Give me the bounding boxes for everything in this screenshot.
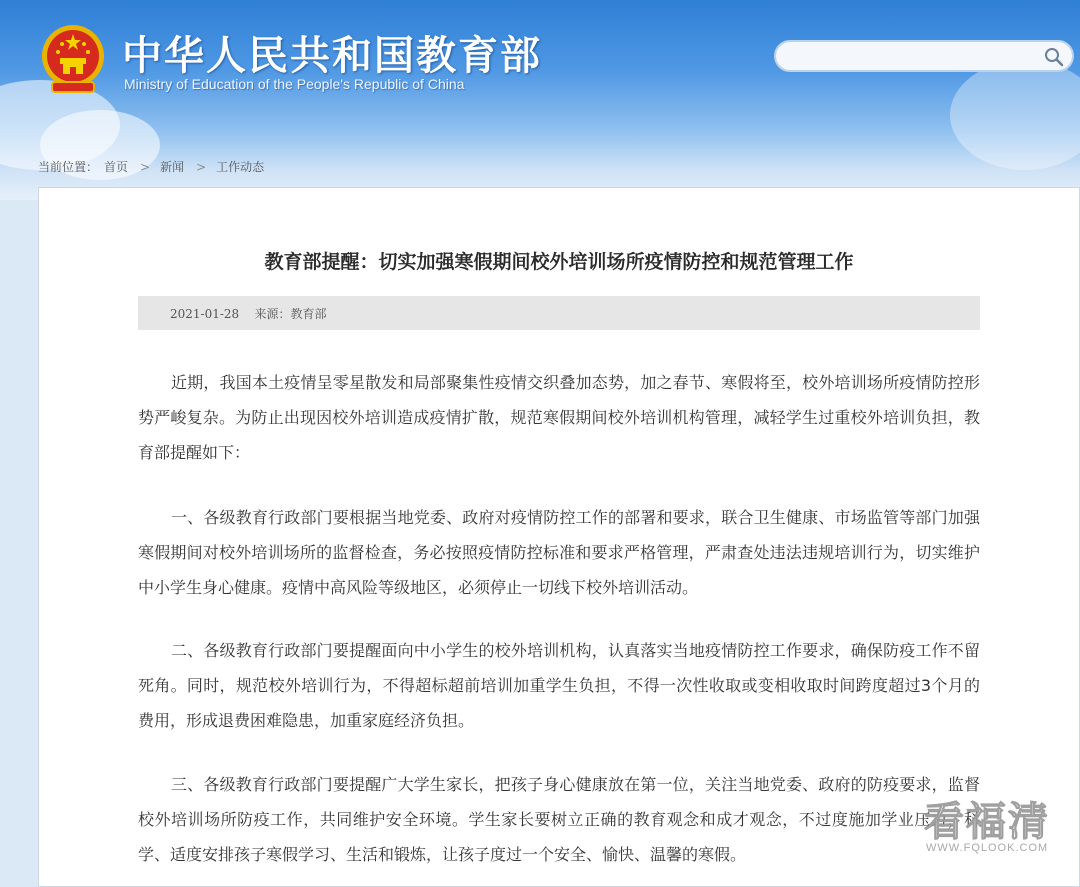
search-box[interactable] [774, 40, 1074, 72]
breadcrumb-label: 当前位置： [38, 160, 99, 174]
search-input[interactable] [788, 46, 1042, 68]
watermark-url: WWW.FQLOOK.COM [926, 842, 1049, 854]
article-paragraph-intro: 近期，我国本土疫情呈零星散发和局部聚集性疫情交织叠加态势，加之春节、寒假将至，校外培训场所疫情防控形势严峻复杂。为防止出现因校外培训造成疫情扩散，规范寒假期间校外培训机构管理，减轻学生过重校外培训负担，教育部提醒如下： [138, 373, 980, 462]
site-title[interactable]: 中华人民共和国教育部 [122, 33, 542, 79]
article-paragraph-3: 三、各级教育行政部门要提醒广大学生家长，把孩子身心健康放在第一位，关注当地党委、政府的防疫要求，监督校外培训场所防疫工作，共同维护安全环境。学生家长要树立正确的教育观念和成才观念，不过度施加学业压力，科学、适度安排孩子寒假学习、生活和锻炼，让孩子度过一个安全、愉快、温馨的寒假。 [138, 775, 980, 864]
breadcrumb [38, 158, 270, 175]
article-paragraph-2: 二、各级教育行政部门要提醒面向中小学生的校外培训机构，认真落实当地疫情防控工作要求，确保防疫工作不留死角。同时，规范校外培训行为，不得超标超前培训加重学生负担，不得一次性收取或变相收取时间跨度超过3个月的费用，形成退费困难隐患，加重家庭经济负担。 [138, 641, 980, 730]
article-meta-bar [138, 296, 980, 330]
search-icon[interactable] [1044, 47, 1064, 67]
national-emblem-icon[interactable] [40, 22, 106, 96]
article-paragraph-1: 一、各级教育行政部门要根据当地党委、政府对疫情防控工作的部署和要求，联合卫生健康、市场监管等部门加强寒假期间对校外培训场所的监督检查，务必按照疫情防控标准和要求严格管理，严肃查处违法违规培训行为，切实维护中小学生身心健康。疫情中高风险等级地区，必须停止一切线下校外培训活动。 [138, 508, 980, 597]
article-meta [170, 305, 326, 322]
watermark-text: 看福清 [924, 799, 1050, 845]
breadcrumb-news[interactable]: 新闻 [160, 160, 185, 174]
article-container [38, 187, 1080, 887]
breadcrumb-home[interactable]: 首页 [104, 160, 129, 174]
breadcrumb-work-news[interactable]: 工作动态 [216, 160, 265, 174]
article-title: 教育部提醒：切实加强寒假期间校外培训场所疫情防控和规范管理工作 [264, 251, 854, 273]
article-source: 来源：教育部 [254, 307, 327, 321]
dandelion-decoration [950, 60, 1080, 170]
site-header [0, 0, 1080, 200]
site-subtitle: Ministry of Education of the People's Republic of China [124, 76, 465, 92]
breadcrumb-separator: > [140, 160, 151, 174]
article-date: 2021-01-28 [170, 307, 240, 321]
watermark [918, 790, 1068, 860]
breadcrumb-separator: > [196, 160, 207, 174]
